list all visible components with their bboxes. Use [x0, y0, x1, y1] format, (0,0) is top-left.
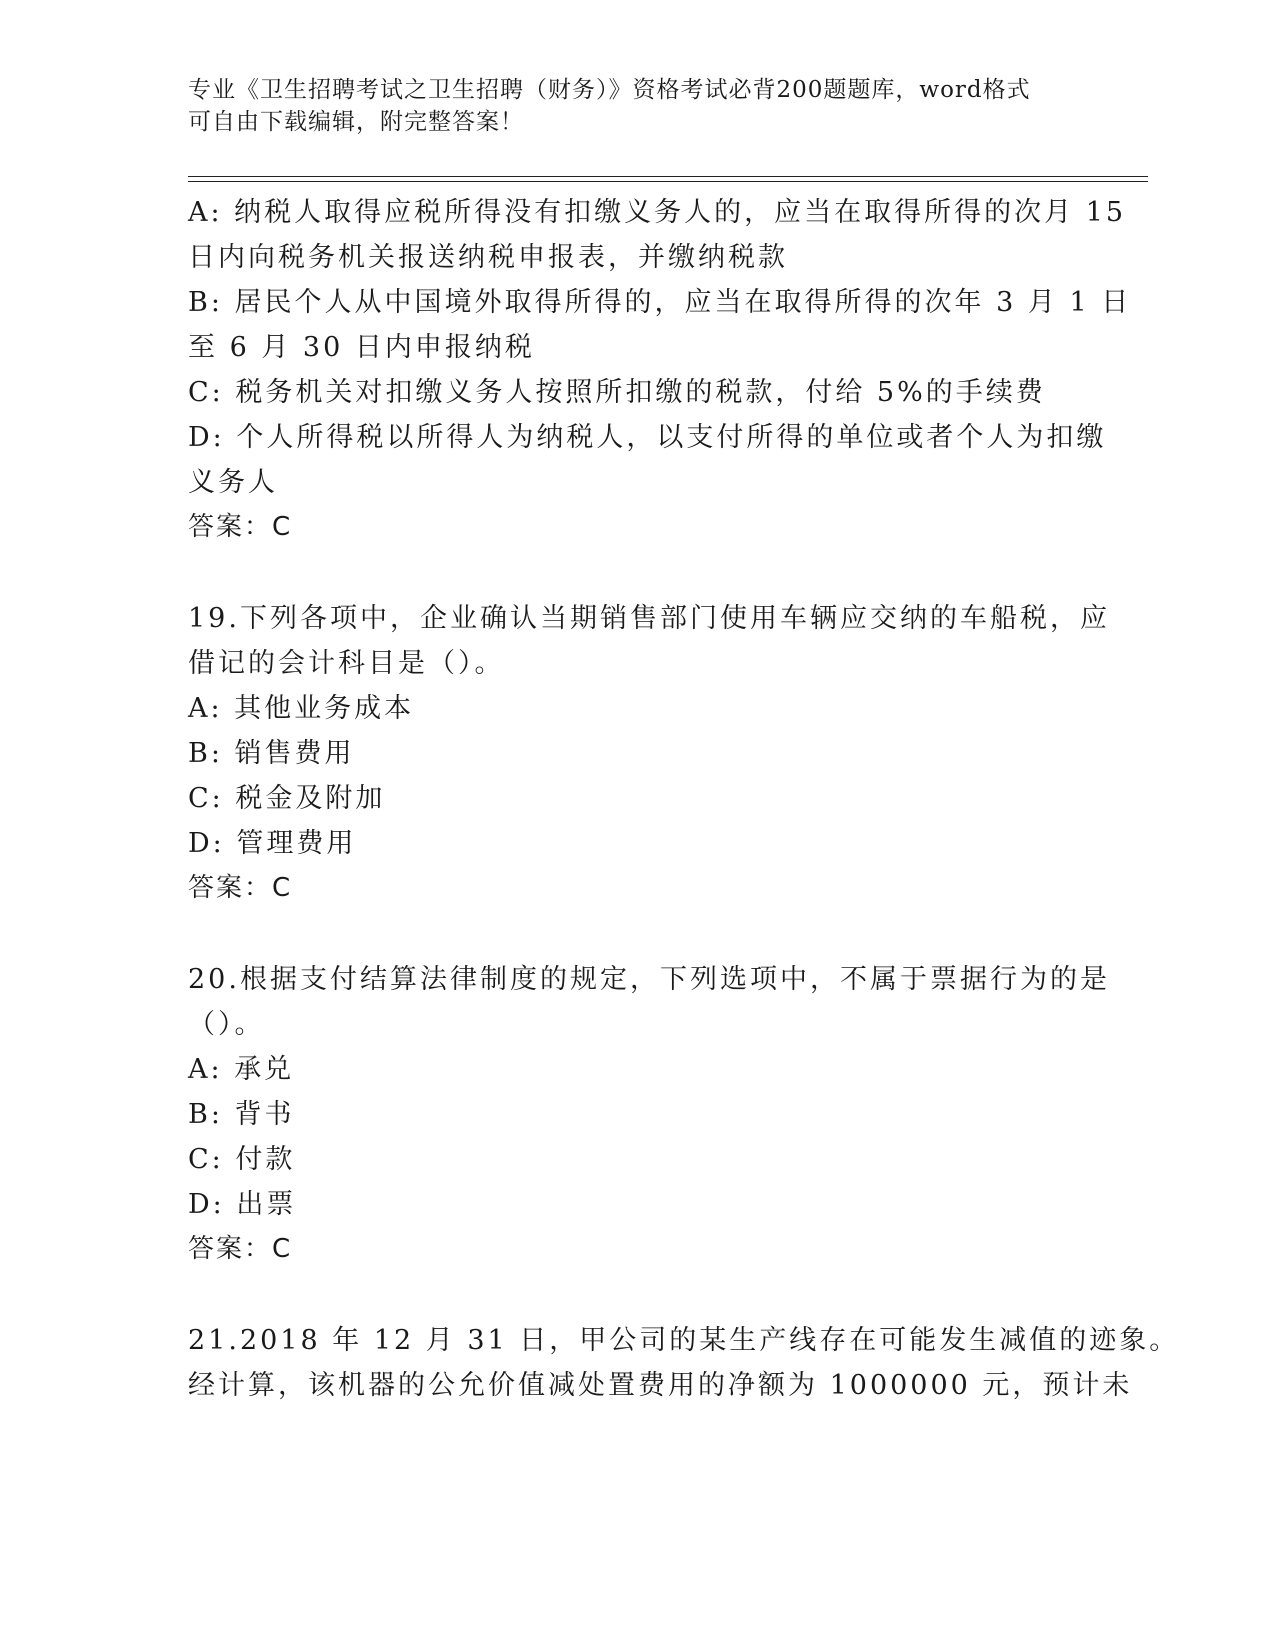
option-c: C: 税金及附加: [188, 783, 386, 814]
document-header: [188, 74, 1088, 138]
question-19: [188, 596, 1110, 911]
header-line-2: 可自由下载编辑，附完整答案！: [188, 109, 524, 135]
question-stem: 20.根据支付结算法律制度的规定，下列选项中，不属于票据行为的是: [188, 964, 1110, 995]
option-a: A: 其他业务成本: [188, 693, 415, 724]
option-a-cont: 日内向税务机关报送纳税申报表，并缴纳税款: [188, 242, 788, 273]
question-stem-cont: 借记的会计科目是（）。: [188, 648, 505, 679]
option-a: A: 承兑: [188, 1054, 295, 1085]
document-body: [188, 190, 1180, 1408]
option-b: B: 销售费用: [188, 738, 355, 769]
option-d: D: 出票: [188, 1189, 297, 1220]
option-d: D: 个人所得税以所得人为纳税人，以支付所得的单位或者个人为扣缴: [188, 422, 1107, 453]
option-c: C: 付款: [188, 1144, 296, 1175]
option-b-cont: 至 6 月 30 日内申报纳税: [188, 332, 535, 363]
header-divider-bottom: [188, 181, 1148, 182]
option-b: B: 居民个人从中国境外取得所得的，应当在取得所得的次年 3 月 1 日: [188, 287, 1132, 318]
header-divider-top: [188, 176, 1148, 177]
option-d-cont: 义务人: [188, 467, 278, 498]
option-a: A: 纳税人取得应税所得没有扣缴义务人的，应当在取得所得的次月 15: [188, 197, 1127, 228]
question-stem: 21.2018 年 12 月 31 日，甲公司的某生产线存在可能发生减值的迹象。: [188, 1325, 1180, 1356]
header-line-1: 专业《卫生招聘考试之卫生招聘（财务）》资格考试必背200题题库，word格式: [188, 77, 1031, 103]
answer: 答案：C: [188, 873, 293, 903]
question-stem: 19.下列各项中，企业确认当期销售部门使用车辆应交纳的车船税，应: [188, 603, 1110, 634]
option-b: B: 背书: [188, 1099, 295, 1130]
question-20: [188, 957, 1110, 1272]
question-stem-cont: 经计算，该机器的公允价值减处置费用的净额为 1000000 元，预计未: [188, 1370, 1133, 1401]
question-stem-cont: （）。: [188, 1009, 265, 1040]
option-d: D: 管理费用: [188, 828, 357, 859]
question-18-continuation: [188, 190, 1132, 550]
answer: 答案：C: [188, 1234, 293, 1264]
answer: 答案：C: [188, 512, 293, 542]
question-21: [188, 1318, 1180, 1408]
option-c: C: 税务机关对扣缴义务人按照所扣缴的税款，付给 5%的手续费: [188, 377, 1046, 408]
